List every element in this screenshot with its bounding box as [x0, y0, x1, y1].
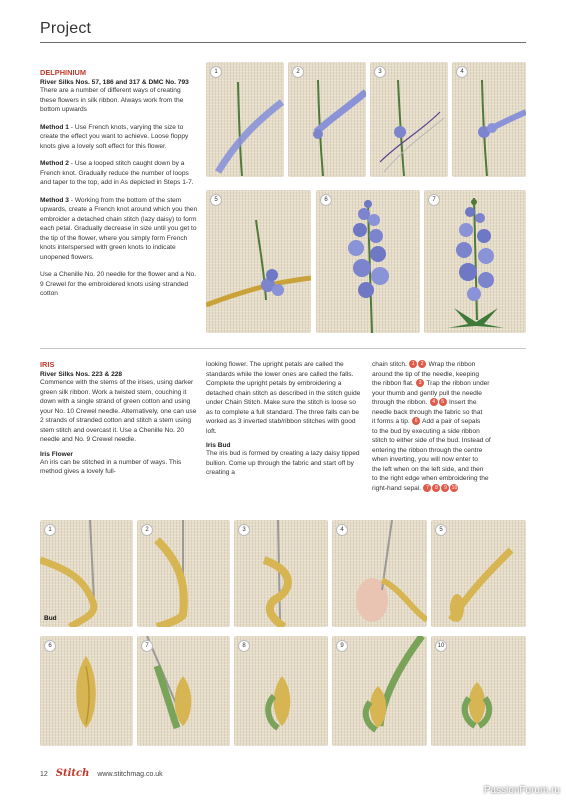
method-2 [40, 159, 198, 188]
step-badge: 5 [439, 398, 447, 406]
footer [40, 768, 163, 779]
delphinium-intro: There are a number of different ways of creating these flowers in silk ribbon. Always work from the bottom upwards [40, 87, 184, 113]
step-number: 10 [435, 640, 447, 652]
step-number: 5 [435, 524, 447, 536]
method-1 [40, 123, 198, 152]
iris-text-col-3 [372, 360, 526, 493]
iris-text-col-2 [206, 360, 364, 478]
line-text: to the bud by executing a side ribbon [372, 427, 480, 435]
iris-bud-step-line [372, 484, 526, 494]
step-number: 3 [238, 524, 250, 536]
bud-label: Bud [44, 615, 57, 622]
delphinium-materials: River Silks Nos. 57, 186 and 317 & DMC No. 793 [40, 79, 189, 86]
step-badge: 1 [409, 360, 417, 368]
page-section-title: Project [40, 20, 92, 37]
line-text: to the right edge when embroidering the [372, 475, 489, 482]
line-text-after: Wrap the ribbon [426, 361, 476, 368]
iris-bud-step-line [372, 417, 526, 427]
line-text: around the tip of the needle, keeping [372, 370, 480, 378]
step-badge: 9 [441, 484, 449, 492]
method-2-label: Method 2 [40, 160, 69, 167]
step-number: 6 [44, 640, 56, 652]
iris-bud-step-line [372, 389, 526, 399]
delphinium-step-photo-6 [316, 190, 420, 333]
magazine-logo: Stitch [55, 768, 90, 779]
iris-bud-step-line [372, 455, 526, 465]
line-text: it forms a tip. [372, 418, 412, 425]
step-number: 4 [336, 524, 348, 536]
delphinium-step-photo-4 [452, 62, 526, 177]
line-text: the left when on the left side, and then [372, 465, 484, 473]
iris-bud-step-line [372, 360, 526, 370]
iris-bud-step-line [372, 474, 526, 484]
iris-step-photo-4 [332, 520, 427, 627]
iris-step-photo-6 [40, 636, 133, 746]
step-number: 1 [44, 524, 56, 536]
line-text: through the ribbon. [372, 399, 430, 406]
iris-step-photo-2 [137, 520, 230, 627]
step-number: 7 [428, 194, 440, 206]
method-1-text: - Use French knots, varying the size to create the effect you want to achieve. Loose floppy knots give a lovely soft effect for this flower. [40, 123, 189, 150]
method-3-label: Method 3 [40, 196, 69, 204]
step-badge: 10 [451, 484, 458, 491]
iris-step-photo-7 [137, 636, 230, 746]
delphinium-step-photo-2 [288, 62, 366, 177]
iris-heading: IRIS [40, 360, 55, 369]
line-text: needle back through the fabric so that [372, 408, 483, 416]
watermark: PassionForum.ru [483, 785, 560, 796]
step-badge: 3 [416, 379, 424, 387]
line-text-after: Insert the [447, 399, 477, 406]
iris-bud-step-line [372, 408, 526, 418]
line-text: chain stitch. [372, 361, 409, 368]
method-1-label: Method 1 [40, 123, 69, 131]
iris-bud-step-line [372, 427, 526, 437]
line-text: stitch to either side of the bud. Instead of [372, 437, 491, 444]
step-badge: 6 [412, 417, 420, 425]
step-number: 1 [210, 66, 222, 78]
iris-step-photo-5 [431, 520, 526, 627]
step-number: 6 [320, 194, 332, 206]
line-text: when inverting, you will now enter to [372, 456, 478, 463]
delphinium-text [40, 68, 198, 299]
line-text-after: Trap the ribbon under [424, 380, 490, 387]
step-number: 9 [336, 640, 348, 652]
line-text: the ribbon flat. [372, 380, 416, 387]
step-number: 7 [141, 640, 153, 652]
iris-bud-step-line [372, 379, 526, 389]
delphinium-heading: DELPHINIUM [40, 68, 86, 77]
iris-step-photo-10 [431, 636, 526, 746]
step-badge: 8 [432, 484, 440, 492]
step-number: 3 [374, 66, 386, 78]
method-3-text: - Working from the bottom of the stem upwards, create a French knot around which you then embroider a detached chain stitch (lazy daisy) to form each petal. Gradually decrease in size until you get to the tip of the flower, where you simply form French knots interspersed with green knots to indicate unopened flowers. [40, 196, 198, 261]
iris-bud-text: The iris bud is formed by creating a lazy daisy tipped bullion. Come up through the fabric and start off by creating a [206, 450, 360, 476]
line-text: right-hand sepal. [372, 484, 423, 492]
delphinium-step-photo-1 [206, 62, 284, 177]
needle-note: Use a Chenille No. 20 needle for the flower and a No. 9 Crewel for the embroidered knots using stranded cotton [40, 271, 197, 297]
step-number: 8 [238, 640, 250, 652]
line-text-after: Add a pair of sepals [420, 418, 481, 425]
iris-intro: Commence with the stems of the irises, using darker green silk ribbon. Work a twisted stem, couching it down with a single strand of green cotton and using your No. 10 Crewel needle. Alternatively, one can use 2 strands of stranded cotton and stitch a stem using stem stitch and overcast it. Use a Chenille No. 20 needle and No. 9 Crewel needle. [40, 379, 197, 443]
step-badge: 7 [423, 484, 431, 492]
step-number: 4 [456, 66, 468, 78]
iris-bud-steps-text [372, 360, 526, 493]
iris-bud-step-line [372, 436, 526, 446]
iris-text-col-1 [40, 360, 198, 477]
step-number: 5 [210, 194, 222, 206]
iris-step-photo-8 [234, 636, 328, 746]
line-text: your thumb and gently pull the needle [372, 389, 482, 397]
website-url[interactable]: www.stitchmag.co.uk [97, 771, 163, 778]
delphinium-step-photo-7 [424, 190, 526, 333]
iris-materials: River Silks Nos. 223 & 228 [40, 371, 123, 378]
iris-flower-text-continued: looking flower. The upright petals are called the standards while the lower ones are called the falls. Complete the upright petals by embroidering a detached chain stitch as described in the stitch guide under Chain Stitch. Make sure the stitch is loose so as to complete a full standard. The three falls can be worked as 3 inverted stab/ribbon stitches with good loft. [206, 361, 361, 435]
delphinium-step-photo-5 [206, 190, 311, 333]
method-3 [40, 196, 198, 263]
page-number: 12 [40, 771, 48, 778]
iris-flower-heading: Iris Flower [40, 450, 73, 458]
step-number: 2 [141, 524, 153, 536]
step-number: 2 [292, 66, 304, 78]
iris-flower-text: An iris can be stitched in a number of ways. This method gives a lovely full- [40, 458, 182, 475]
line-text: entering the ribbon through the centre [372, 446, 483, 454]
iris-step-photo-3 [234, 520, 328, 627]
header-rule [40, 42, 526, 43]
iris-bud-heading: Iris Bud [206, 442, 231, 449]
step-badge: 4 [430, 398, 438, 406]
iris-bud-step-line [372, 465, 526, 475]
delphinium-step-photo-3 [370, 62, 448, 177]
iris-bud-step-line [372, 370, 526, 380]
iris-step-photo-1 [40, 520, 133, 627]
section-divider [40, 348, 526, 349]
step-badge: 2 [418, 360, 426, 368]
iris-bud-step-line [372, 446, 526, 456]
method-2-text: - Use a looped stitch caught down by a French knot. Gradually reduce the number of loops and taper to the top, add in As depicted in Steps 1-7. [40, 160, 194, 186]
iris-bud-step-line [372, 398, 526, 408]
iris-step-photo-9 [332, 636, 427, 746]
